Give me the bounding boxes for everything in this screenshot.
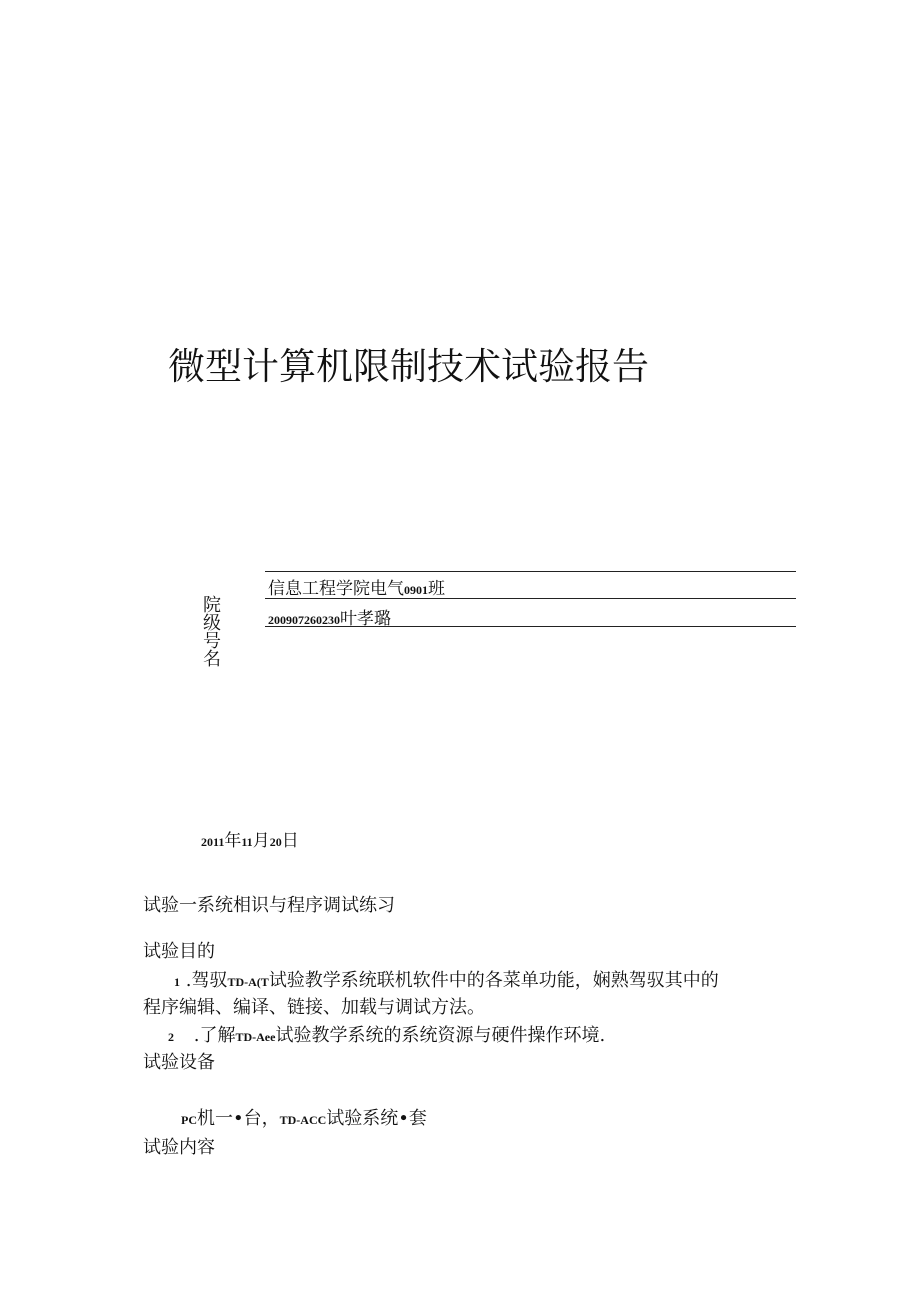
date-day-unit: 日 — [281, 831, 299, 851]
item-1-product: TD-A(T — [227, 975, 269, 989]
student-id: 200907260230 — [268, 613, 340, 627]
pc-text: 机一•台， — [197, 1108, 280, 1129]
class-suffix: 班 — [428, 579, 445, 599]
date-year-unit: 年 — [224, 831, 242, 851]
equipment-heading: 试验设备 — [143, 1052, 215, 1073]
item-2-prefix: .了解 — [193, 1025, 236, 1046]
date-month: 11 — [241, 835, 253, 849]
purpose-item-1 — [174, 966, 719, 992]
divider-line — [265, 626, 796, 627]
purpose-item-1-line-2: 程序编辑、编译、链接、加载与调试方法。 — [143, 997, 485, 1018]
purpose-heading: 试验目的 — [143, 941, 215, 962]
date-month-unit: 月 — [252, 831, 270, 851]
td-acc-text: 试验系统•套 — [326, 1108, 427, 1129]
td-acc-label: TD-ACC — [279, 1113, 327, 1127]
label-class: 级 — [203, 613, 221, 634]
label-college: 院 — [203, 595, 221, 616]
info-labels — [201, 597, 223, 669]
item-2-product: TD-Aee — [235, 1030, 276, 1044]
pc-label: PC — [181, 1113, 197, 1127]
purpose-item-2 — [168, 1021, 605, 1047]
report-date — [201, 826, 299, 851]
report-title: 微型计算机限制技术试验报告 — [168, 345, 649, 388]
divider-line — [265, 598, 796, 599]
equipment-list — [181, 1104, 427, 1130]
item-number: 2 — [168, 1030, 174, 1044]
department-class-line — [268, 574, 445, 599]
date-day: 20 — [269, 835, 282, 849]
divider-line — [265, 571, 796, 572]
item-number: 1 — [174, 975, 180, 989]
department-text: 信息工程学院电气 — [268, 579, 404, 599]
date-year: 2011 — [201, 835, 225, 849]
item-1-text: 试验教学系统联机软件中的各菜单功能，娴熟驾驭其中的 — [268, 970, 719, 991]
student-name: 叶孝璐 — [340, 609, 391, 629]
class-code: 0901 — [404, 583, 428, 597]
experiment-title: 试验一系统相识与程序调试练习 — [143, 895, 395, 916]
label-number: 号 — [203, 631, 221, 652]
item-2-text: 试验教学系统的系统资源与硬件操作环境. — [275, 1025, 606, 1046]
item-1-prefix: .驾驭 — [185, 970, 228, 991]
label-name: 名 — [203, 649, 221, 670]
content-heading: 试验内容 — [143, 1137, 215, 1158]
